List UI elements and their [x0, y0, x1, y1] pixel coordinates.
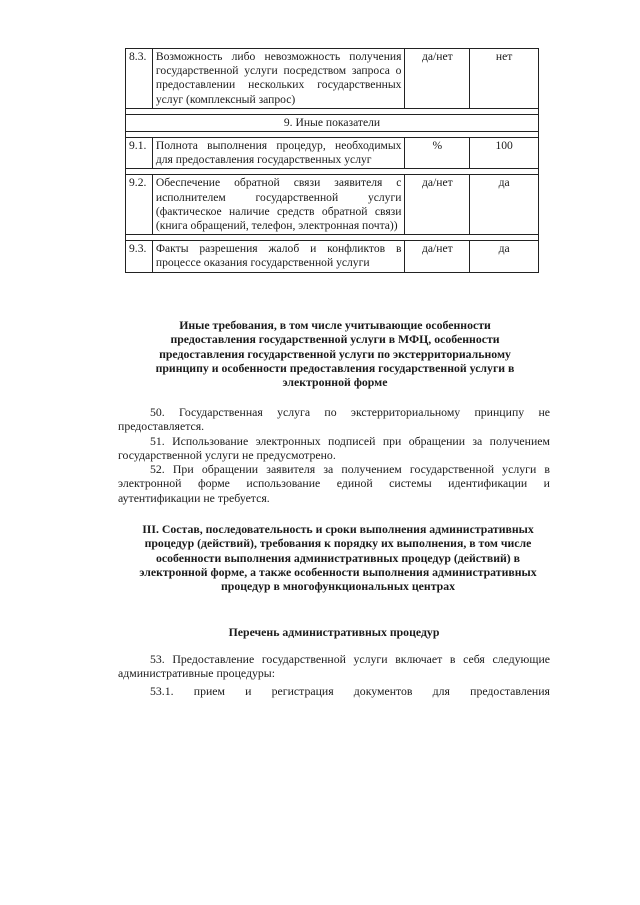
paragraph-53-1-line	[118, 684, 550, 699]
row-unit: %	[405, 138, 470, 169]
indicators-table	[125, 48, 539, 273]
word: и	[245, 684, 252, 698]
table-section-row	[126, 114, 539, 131]
row-value: 100	[470, 138, 539, 169]
row-unit: да/нет	[405, 241, 470, 272]
table-row	[126, 241, 539, 272]
row-unit: да/нет	[405, 175, 470, 235]
word: документов	[353, 684, 413, 698]
row-number: 9.1.	[126, 138, 153, 169]
row-value: да	[470, 175, 539, 235]
other-requirements-heading: Иные требования, в том числе учитывающие особенности предоставления государственной услуги в МФЦ, особенности предоставления государственной услуги по экстерриториальному принципу и особенности предоставления государственной услуги в электронной форме	[155, 318, 515, 390]
word: регистрация	[271, 684, 334, 698]
section-3-paragraphs	[118, 652, 550, 681]
word: прием	[193, 684, 225, 698]
procedures-list-heading: Перечень административных процедур	[228, 625, 440, 639]
paragraph-52: 52. При обращении заявителя за получением государственной услуги в электронной форме использование единой системы идентификации и аутентификации не требуется.	[118, 462, 550, 505]
row-text: Факты разрешения жалоб и конфликтов в процессе оказания государственной услуги	[152, 241, 405, 272]
row-text: Возможность либо невозможность получения государственной услуги посредством запроса о предоставлении нескольких государственных услуг (комплексный запрос)	[152, 49, 405, 109]
word: 53.1.	[150, 684, 174, 698]
other-requirements-paragraphs	[118, 405, 550, 505]
table-row	[126, 49, 539, 109]
row-text: Полнота выполнения процедур, необходимых для предоставления государственных услуг	[152, 138, 405, 169]
table-row	[126, 138, 539, 169]
paragraph-50: 50. Государственная услуга по экстерриториальному принципу не предоставляется.	[118, 405, 550, 434]
section-3-heading: III. Состав, последовательность и сроки выполнения административных процедур (действий), требования к порядку их выполнения, в том числе особенности выполнения административных процедур (действий) в электронной форме, а также особенности выполнения административных процедур в многофункциональных центрах	[139, 522, 537, 594]
word: предоставления	[470, 684, 550, 698]
row-number: 8.3.	[126, 49, 153, 109]
paragraph-51: 51. Использование электронных подписей при обращении за получением государственной услуги не предусмотрено.	[118, 433, 550, 462]
word: для	[432, 684, 450, 698]
row-number: 9.3.	[126, 241, 153, 272]
row-value: да	[470, 241, 539, 272]
row-number: 9.2.	[126, 175, 153, 235]
row-value: нет	[470, 49, 539, 109]
row-text: Обеспечение обратной связи заявителя с исполнителем государственной услуги (фактическое наличие средств обратной связи (книга обращений, телефон, электронная почта))	[152, 175, 405, 235]
paragraph-53: 53. Предоставление государственной услуги включает в себя следующие административные процедуры:	[118, 652, 550, 681]
section-title: 9. Иные показатели	[126, 114, 539, 131]
table-row	[126, 175, 539, 235]
row-unit: да/нет	[405, 49, 470, 109]
